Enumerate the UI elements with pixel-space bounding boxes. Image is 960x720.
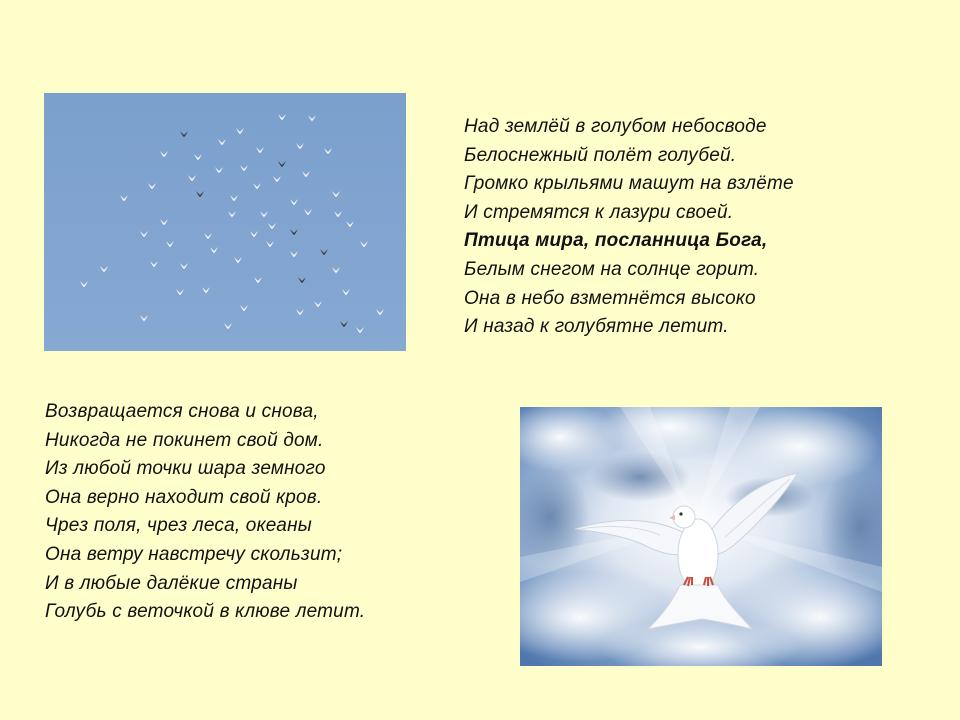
poem-line: Она в небо взметнётся высоко <box>464 287 756 309</box>
poem-line-bold: Птица мира, посланница Бога, <box>464 230 768 252</box>
poem-line: Белоснежный полёт голубей. <box>464 144 737 166</box>
white-dove-clouds-photo <box>520 407 882 666</box>
flock-of-doves-photo <box>44 93 406 351</box>
poem-line: Никогда не покинет свой дом. <box>45 429 324 451</box>
poem-line: Белым снегом на солнце горит. <box>464 258 760 280</box>
poem-line: Чрез поля, чрез леса, океаны <box>45 515 312 537</box>
poem-line: Она ветру навстречу скользит; <box>45 543 343 565</box>
poem-line: Возвращается снова и снова, <box>45 401 319 422</box>
poem-line: Она верно находит свой кров. <box>45 486 323 508</box>
poem-line: И в любые далёкие страны <box>45 572 298 594</box>
dove-photo-graphic <box>520 407 882 666</box>
poem-line: Из любой точки шара земного <box>45 458 326 480</box>
poem-line: Над землёй в голубом небосводе <box>464 116 767 137</box>
flock-photo-graphic <box>44 93 406 351</box>
poem-line: Громко крыльями машут на взлёте <box>464 173 794 195</box>
poem-stanza-top <box>464 113 794 342</box>
poem-line: И назад к голубятне летит. <box>464 316 729 338</box>
poem-stanza-bottom <box>45 398 365 627</box>
poem-line: Голубь с веточкой в клюве летит. <box>45 601 366 623</box>
poem-line: И стремятся к лазури своей. <box>464 201 734 223</box>
